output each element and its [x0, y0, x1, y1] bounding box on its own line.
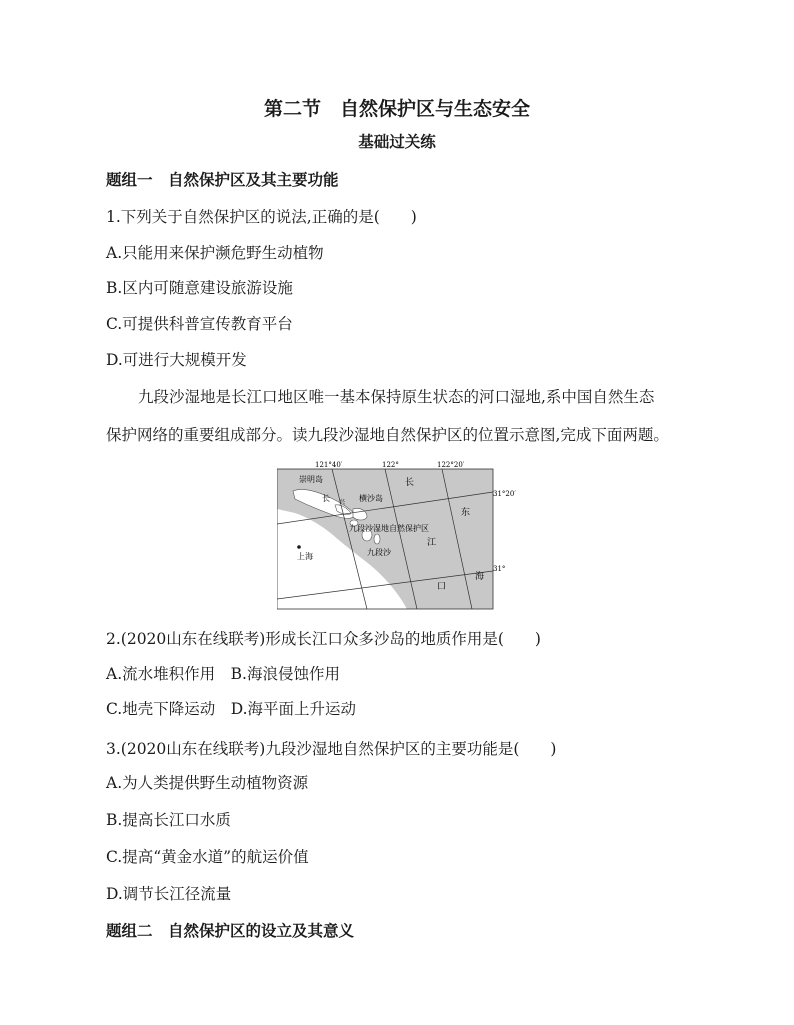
- label-lon-121-40: 121°40′: [315, 461, 343, 469]
- label-lat-31: 31°: [493, 565, 506, 573]
- passage-line-1: 九段沙湿地是长江口地区唯一基本保持原生状态的河口湿地,系中国自然生态: [138, 388, 655, 406]
- question-2-stem: 2.(2020山东在线联考)形成长江口众多沙岛的地质作用是( ): [106, 630, 541, 648]
- question-2-options-cd: C.地壳下降运动 D.海平面上升运动: [106, 700, 357, 718]
- section-subtitle: 基础过关练: [358, 132, 436, 151]
- label-hai: 海: [475, 572, 485, 582]
- label-chang-small: 长: [322, 494, 330, 503]
- question-1-option-b: B.区内可随意建设旅游设施: [106, 279, 293, 297]
- question-2-options-ab: A.流水堆积作用 B.海浪侵蚀作用: [106, 665, 340, 683]
- question-group-2-heading: 题组二 自然保护区的设立及其意义: [106, 921, 355, 940]
- label-shanghai: 上海: [297, 552, 313, 561]
- label-reserve: 九段沙湿地自然保护区: [349, 524, 429, 533]
- label-lon-122: 122°: [382, 461, 399, 469]
- question-group-1-heading: 题组一 自然保护区及其主要功能: [106, 170, 339, 189]
- question-3-option-d: D.调节长江径流量: [106, 885, 232, 903]
- jiuduansha-shoal-3: [374, 534, 380, 544]
- label-kou: 口: [437, 582, 447, 592]
- label-xing-small: 兴: [339, 499, 346, 506]
- label-dong: 东: [461, 508, 471, 518]
- question-3-option-b: B.提高长江口水质: [106, 811, 231, 829]
- label-jiang: 江: [427, 538, 437, 548]
- label-hengsha-island: 横沙岛: [359, 494, 383, 503]
- question-1-option-c: C.可提供科普宣传教育平台: [106, 315, 293, 333]
- shanghai-city-dot: [297, 545, 301, 549]
- question-3-option-c: C.提高“黄金水道”的航运价值: [106, 848, 309, 866]
- label-chang: 长: [405, 478, 415, 488]
- page-title: 第二节 自然保护区与生态安全: [263, 98, 530, 120]
- label-chongming-island: 崇明岛: [299, 475, 323, 484]
- label-lon-122-20: 122°20′: [437, 461, 465, 469]
- label-jiuduansha: 九段沙: [367, 548, 391, 557]
- passage-line-2: 保护网络的重要组成部分。读九段沙湿地自然保护区的位置示意图,完成下面两题。: [106, 426, 669, 444]
- question-3-stem: 3.(2020山东在线联考)九段沙湿地自然保护区的主要功能是( ): [106, 740, 557, 758]
- label-lat-31-20: 31°20′: [493, 490, 516, 498]
- location-map: [277, 459, 697, 611]
- question-1-stem: 1.下列关于自然保护区的说法,正确的是( ): [106, 208, 417, 226]
- question-1-option-d: D.可进行大规模开发: [106, 351, 247, 369]
- question-3-option-a: A.为人类提供野生动植物资源: [106, 774, 309, 792]
- question-1-option-a: A.只能用来保护濒危野生动植物: [106, 244, 324, 262]
